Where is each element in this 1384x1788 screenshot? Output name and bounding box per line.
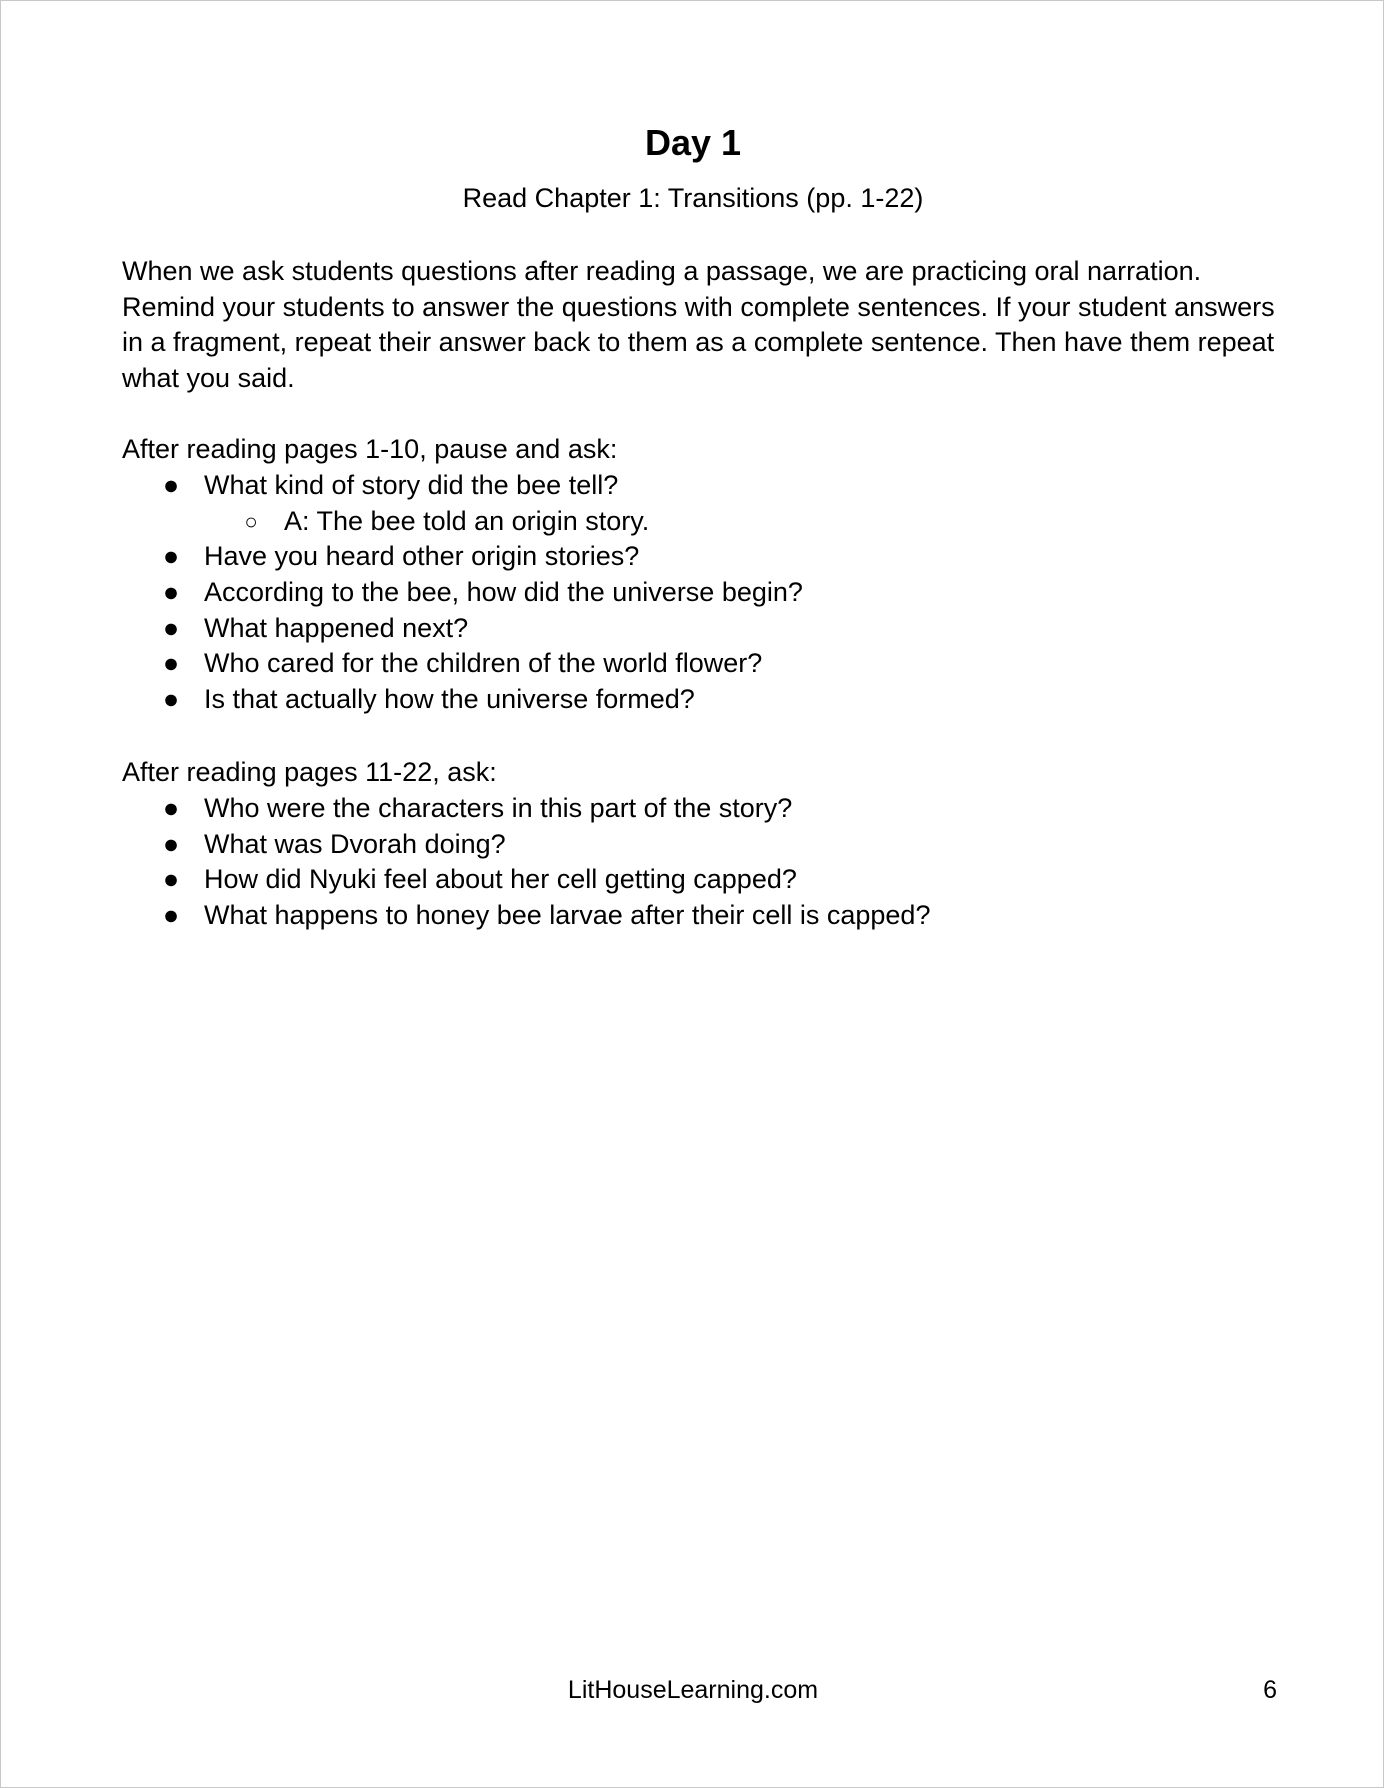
bullet-icon: ● bbox=[162, 612, 180, 643]
bullet-icon: ● bbox=[162, 684, 180, 715]
bullet-icon: ● bbox=[162, 470, 180, 500]
list-item bbox=[1, 611, 1384, 647]
question-text: Who cared for the children of the world flower? bbox=[204, 648, 763, 679]
question-list-pages-11-22 bbox=[1, 791, 1384, 934]
question-text: What happened next? bbox=[204, 612, 469, 643]
question-text: How did Nyuki feel about her cell getting capped? bbox=[204, 864, 797, 895]
list-item bbox=[1, 646, 1384, 682]
bullet-icon: ● bbox=[162, 541, 180, 572]
bullet-icon: ● bbox=[162, 793, 180, 823]
list-item-answer bbox=[1, 504, 1384, 540]
list-item bbox=[1, 898, 1384, 934]
question-text: What was Dvorah doing? bbox=[204, 828, 506, 859]
list-item bbox=[1, 539, 1384, 575]
hollow-bullet-icon: ○ bbox=[244, 508, 258, 534]
footer-website: LitHouseLearning.com bbox=[567, 1676, 819, 1704]
list-item bbox=[1, 862, 1384, 898]
page-number: 6 bbox=[1263, 1676, 1277, 1704]
bullet-icon: ● bbox=[162, 828, 180, 859]
question-text: What happens to honey bee larvae after their cell is capped? bbox=[204, 900, 931, 931]
list-item bbox=[1, 575, 1384, 611]
question-text: According to the bee, how did the universe begin? bbox=[204, 577, 803, 608]
bullet-icon: ● bbox=[162, 864, 180, 895]
section-heading-pages-11-22: After reading pages 11-22, ask: bbox=[122, 757, 497, 787]
question-text: Who were the characters in this part of the story? bbox=[204, 793, 793, 823]
question-text: What kind of story did the bee tell? bbox=[204, 470, 619, 500]
reading-assignment: Read Chapter 1: Transitions (pp. 1-22) bbox=[462, 183, 924, 213]
bullet-icon: ● bbox=[162, 648, 180, 679]
intro-paragraph: When we ask students questions after reading a passage, we are practicing oral narration. Remind your students to answer the questions with complete sentences. If your student answers in a fragment, repeat their answer back to them as a complete sentence. Then have them repeat what you said. bbox=[122, 256, 1275, 394]
page-title: Day 1 bbox=[644, 122, 742, 163]
list-item bbox=[1, 682, 1384, 718]
question-text: Have you heard other origin stories? bbox=[204, 541, 640, 572]
section-heading-pages-1-10: After reading pages 1-10, pause and ask: bbox=[122, 434, 618, 464]
answer-text: A: The bee told an origin story. bbox=[284, 505, 650, 536]
question-text: Is that actually how the universe formed? bbox=[204, 684, 695, 715]
question-list-pages-1-10 bbox=[1, 468, 1384, 718]
list-item bbox=[1, 791, 1384, 827]
list-item bbox=[1, 468, 1384, 504]
list-item bbox=[1, 827, 1384, 863]
bullet-icon: ● bbox=[162, 577, 180, 608]
bullet-icon: ● bbox=[162, 900, 180, 931]
